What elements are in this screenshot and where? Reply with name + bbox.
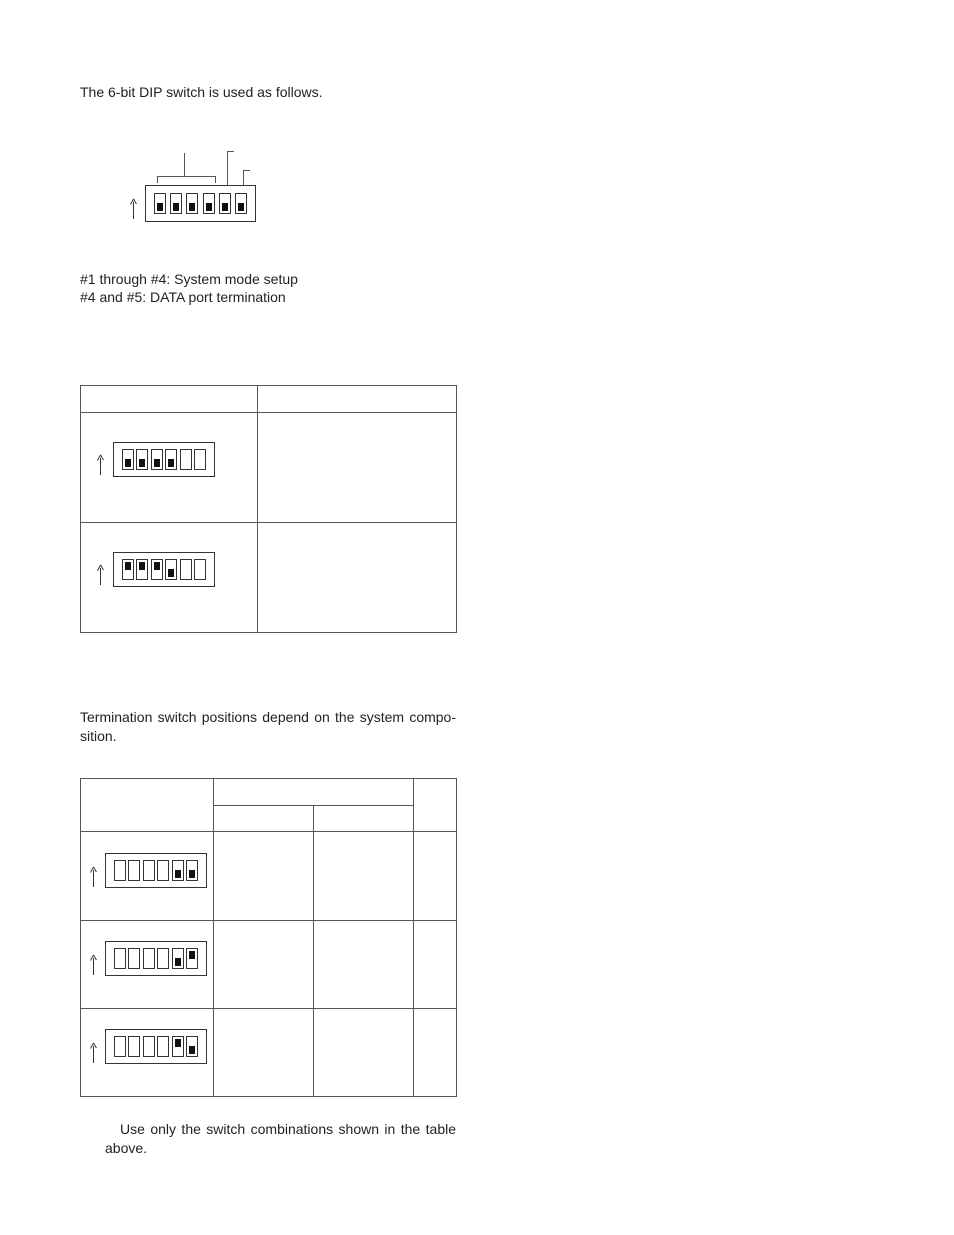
dip-lever-6 xyxy=(186,1036,198,1057)
leader-6-horizontal xyxy=(243,170,250,171)
note-text xyxy=(80,1120,456,1158)
dip-lever-knob xyxy=(157,203,163,211)
dip-switch-mode-row-1 xyxy=(113,442,215,477)
dip-lever-knob xyxy=(173,203,179,211)
dip-lever-knob xyxy=(189,951,195,959)
dip-lever-2 xyxy=(128,860,140,881)
term-table-subheader-divider xyxy=(213,805,413,806)
dip-lever-6 xyxy=(186,860,198,881)
dip-lever-knob xyxy=(206,203,212,211)
dip-lever-1 xyxy=(114,948,126,969)
dip-lever-knob xyxy=(175,1039,181,1047)
intro-text: The 6-bit DIP switch is used as follows. xyxy=(80,84,323,100)
bracket-bar xyxy=(157,176,216,177)
dip-lever-knob xyxy=(139,459,145,467)
on-arrow-icon xyxy=(96,565,106,585)
dip-switch-term-row-1 xyxy=(105,853,207,888)
term-table-row-divider-2 xyxy=(81,1008,456,1009)
dip-lever-5 xyxy=(180,449,192,470)
dip-lever-knob xyxy=(125,459,131,467)
term-table-col-divider-3 xyxy=(413,779,414,1096)
dip-lever-4 xyxy=(165,559,177,580)
dip-lever-1 xyxy=(114,1036,126,1057)
dip-lever-1 xyxy=(154,193,166,214)
dip-lever-knob xyxy=(168,569,174,577)
dip-lever-2 xyxy=(128,948,140,969)
dip-lever-6 xyxy=(194,559,206,580)
dip-lever-1 xyxy=(114,860,126,881)
dip-lever-knob xyxy=(175,958,181,966)
dip-lever-5 xyxy=(219,193,231,214)
mode-table-col-divider xyxy=(257,386,258,632)
dip-lever-3 xyxy=(151,449,163,470)
dip-switch-main xyxy=(145,185,256,222)
dip-lever-5 xyxy=(172,948,184,969)
dip-switch-term-row-3 xyxy=(105,1029,207,1064)
dip-lever-4 xyxy=(157,860,169,881)
term-table-row-divider-1 xyxy=(81,920,456,921)
dip-lever-6 xyxy=(194,449,206,470)
dip-lever-4 xyxy=(157,948,169,969)
on-arrow-icon xyxy=(89,1043,99,1063)
term-table-col-divider-2 xyxy=(313,805,314,1096)
dip-lever-6 xyxy=(186,948,198,969)
dip-lever-6 xyxy=(235,193,247,214)
dip-lever-knob xyxy=(222,203,228,211)
dip-lever-2 xyxy=(128,1036,140,1057)
mode-table-header-divider xyxy=(81,412,456,413)
bracket-stem xyxy=(184,153,185,176)
dip-lever-knob xyxy=(189,203,195,211)
dip-switch-term-row-2 xyxy=(105,941,207,976)
term-table-header-divider xyxy=(81,831,456,832)
legend-line-2: #4 and #5: DATA port termination xyxy=(80,289,286,305)
dip-lever-knob xyxy=(168,459,174,467)
leader-6-vertical xyxy=(243,170,244,185)
dip-lever-knob xyxy=(154,562,160,570)
dip-lever-4 xyxy=(165,449,177,470)
termination-table xyxy=(80,778,457,1097)
legend-line-1: #1 through #4: System mode setup xyxy=(80,271,298,287)
dip-lever-4 xyxy=(157,1036,169,1057)
dip-lever-3 xyxy=(151,559,163,580)
term-table-col-divider-1 xyxy=(213,779,214,1096)
dip-lever-knob xyxy=(154,459,160,467)
dip-lever-knob xyxy=(238,203,244,211)
mode-table-row-divider xyxy=(81,522,456,523)
dip-lever-knob xyxy=(189,1046,195,1054)
bracket-left-tick xyxy=(157,176,158,183)
dip-lever-knob xyxy=(175,870,181,878)
dip-lever-5 xyxy=(172,1036,184,1057)
dip-lever-2 xyxy=(170,193,182,214)
on-arrow-icon xyxy=(89,867,99,887)
dip-lever-knob xyxy=(125,562,131,570)
dip-lever-knob xyxy=(139,562,145,570)
dip-lever-2 xyxy=(136,449,148,470)
dip-lever-knob xyxy=(189,870,195,878)
dip-lever-5 xyxy=(180,559,192,580)
dip-lever-3 xyxy=(143,1036,155,1057)
dip-lever-1 xyxy=(122,449,134,470)
bracket-right-tick xyxy=(215,176,216,183)
mode-table xyxy=(80,385,457,633)
dip-lever-3 xyxy=(186,193,198,214)
dip-lever-2 xyxy=(136,559,148,580)
dip-lever-3 xyxy=(143,860,155,881)
on-arrow-icon xyxy=(129,199,139,219)
leader-5-horizontal xyxy=(227,151,234,152)
dip-lever-5 xyxy=(172,860,184,881)
on-arrow-icon xyxy=(96,455,106,475)
dip-lever-1 xyxy=(122,559,134,580)
note-line: Use only the switch combinations shown in the table above. xyxy=(105,1121,456,1156)
termination-paragraph: Termination switch positions depend on the system compo- sition. xyxy=(80,709,456,744)
leader-5-vertical xyxy=(227,151,228,185)
dip-lever-4 xyxy=(203,193,215,214)
dip-switch-mode-row-2 xyxy=(113,552,215,587)
on-arrow-icon xyxy=(89,955,99,975)
dip-lever-3 xyxy=(143,948,155,969)
